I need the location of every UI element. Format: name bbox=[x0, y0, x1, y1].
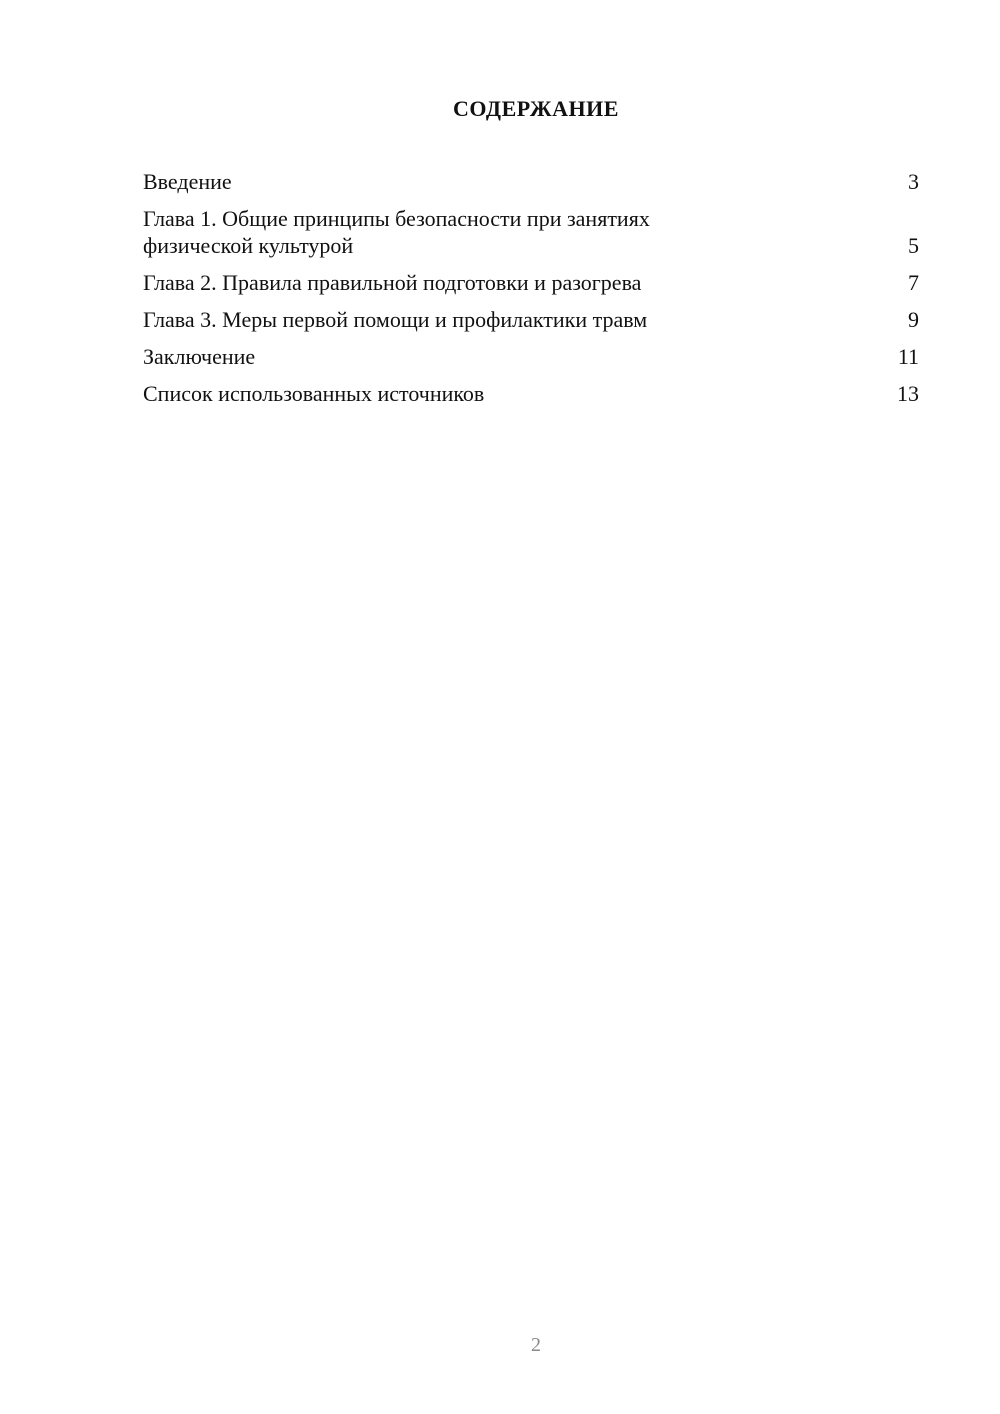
toc-entry bbox=[143, 380, 919, 407]
page-number: 2 bbox=[531, 1334, 541, 1356]
toc-entry-page: 5 bbox=[908, 233, 919, 258]
toc-entry-label: Заключение bbox=[143, 344, 256, 369]
toc-entry-page: 11 bbox=[897, 344, 919, 369]
table-of-contents bbox=[143, 168, 919, 417]
toc-entry bbox=[143, 205, 919, 259]
toc-entry-page: 13 bbox=[897, 381, 919, 406]
toc-entry-page: 3 bbox=[908, 169, 919, 194]
toc-entry-label: Глава 3. Меры первой помощи и профилактики травм bbox=[143, 307, 648, 332]
toc-entry-label: Глава 2. Правила правильной подготовки и разогрева bbox=[143, 270, 642, 295]
toc-entry-page: 7 bbox=[908, 270, 919, 295]
toc-entry bbox=[143, 168, 919, 195]
toc-entry bbox=[143, 306, 919, 333]
toc-entry-page: 9 bbox=[908, 307, 919, 332]
toc-entry bbox=[143, 343, 919, 370]
toc-entry-label: Введение bbox=[143, 169, 232, 194]
toc-entry-label: Список использованных источников bbox=[143, 381, 485, 406]
toc-entry-label: Глава 1. Общие принципы безопасности при занятиях физической культурой bbox=[143, 206, 650, 258]
page-title: СОДЕРЖАНИЕ bbox=[453, 96, 619, 121]
toc-entry bbox=[143, 269, 919, 296]
